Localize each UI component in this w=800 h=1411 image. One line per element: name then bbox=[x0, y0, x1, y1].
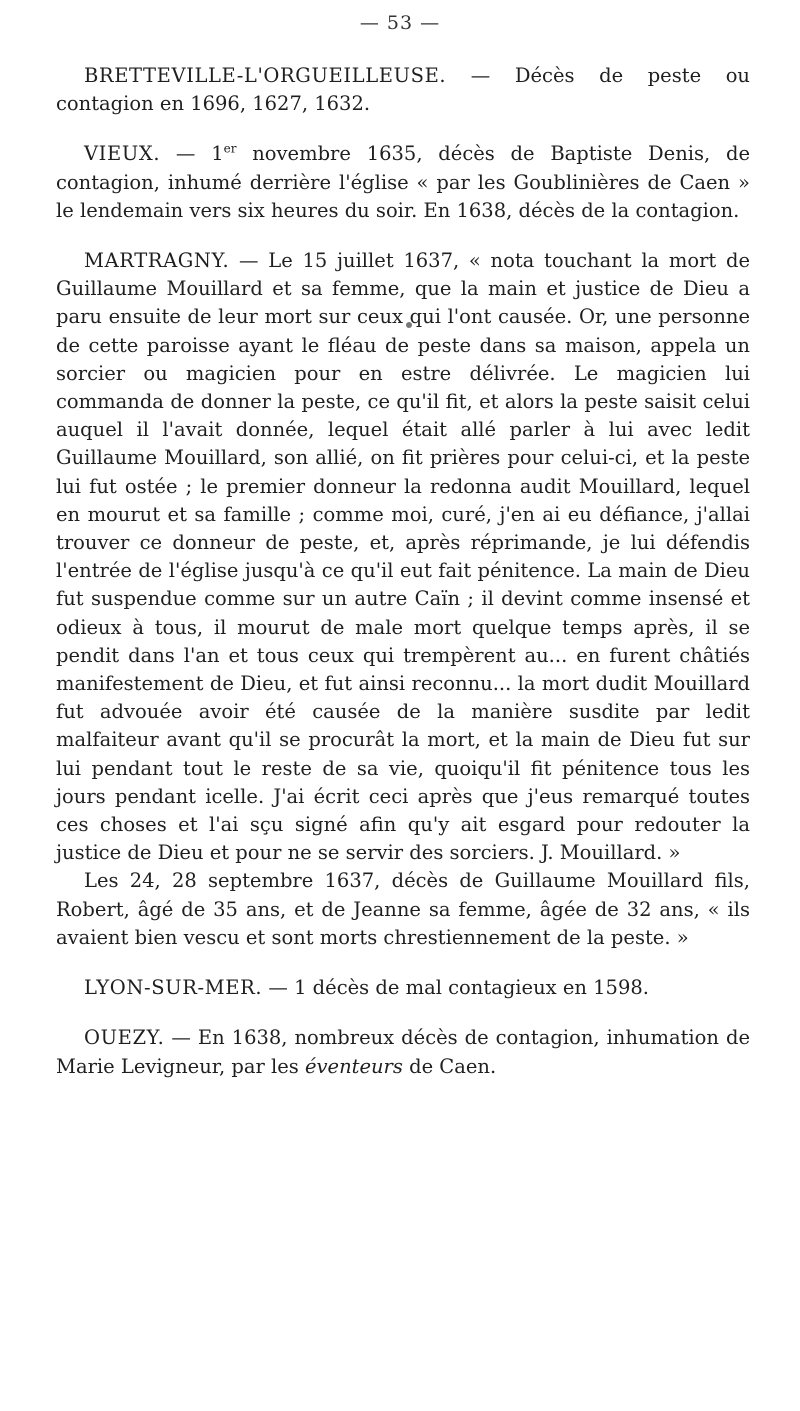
place-name: BRETTEVILLE-L'ORGUEILLEUSE. bbox=[84, 64, 447, 87]
page-number: — 53 — bbox=[359, 12, 441, 34]
entry-text: — En 1638, nombreux décès de contagion, inhumation de Marie Levigneur, par les bbox=[56, 1026, 750, 1078]
entry-text: novembre 1635, décès de Baptiste Denis, de contagion, inhumé derrière l'église « par les Goublinières de Caen » le lendemain vers six heures du soir. En 1638, décès de la contagion. bbox=[56, 142, 750, 222]
entry-martragny-continuation: Les 24, 28 septembre 1637, décès de Guillaume Mouillard fils, Robert, âgé de 35 ans, et de Jeanne sa femme, âgée de 32 ans, « ils avaient bien vescu et sont morts chrestiennement de la peste. » bbox=[56, 869, 750, 949]
italic-term: éventeurs bbox=[304, 1054, 403, 1078]
entry-martragny bbox=[56, 247, 750, 867]
entry-ouezy bbox=[56, 1024, 750, 1080]
entry-text: — 1 décès de mal contagieux en 1598. bbox=[262, 976, 649, 1000]
place-name: LYON-SUR-MER. bbox=[84, 976, 263, 1000]
place-name: MARTRAGNY. bbox=[84, 249, 230, 273]
place-name: OUEZY. bbox=[84, 1026, 165, 1050]
body-text bbox=[56, 62, 750, 1103]
entry-text: — Décès de peste ou contagion en 1696, 1627, 1632. bbox=[56, 64, 750, 116]
superscript: er bbox=[223, 141, 237, 156]
entry-vieux bbox=[56, 140, 750, 225]
entry-text-prefix: — 1 bbox=[160, 142, 224, 166]
entry-bretteville bbox=[56, 62, 750, 118]
place-name: VIEUX. bbox=[84, 142, 161, 166]
entry-lyon-sur-mer bbox=[56, 974, 750, 1002]
entry-text: — Le 15 juillet 1637, « nota touchant la mort de Guillaume Mouillard et sa femme, que la main et justice de Dieu a paru ensuite de leur mort sur ceux qui l'ont causée. Or, une personne de cette paroisse ayant le fléau de peste dans sa maison, appela un sorcier ou magicien pour en estre délivrée. Le magicien lui commanda de donner la peste, ce qu'il fit, et alors la peste saisit celui auquel il l'avait donnée, lequel était allé parler à lui avec ledit Guillaume Mouillard, son allié, on fit prières pour celui-ci, et la peste lui fut ostée ; le premier donneur la redonna audit Mouillard, lequel en mourut et sa famille ; comme moi, curé, j'en ai eu défiance, j'allai trouver ce donneur de peste, et, après réprimande, je lui défendis l'entrée de l'église jusqu'à ce qu'il eut fait pénitence. La main de Dieu fut suspendue comme sur un autre Caïn ; il devint comme insensé et odieux à tous, il mourut de male mort quelque temps après, il se pendit dans l'an et tous ceux qui trempèrent au... en furent châtiés manifestement de Dieu, et fut ainsi reconnu... la mort dudit Mouillard fut advouée avoir été causée de la manière susdite par ledit malfaiteur avant qu'il se procurât la mort, et la main de Dieu fut sur lui pendant tout le reste de sa vie, quoiqu'il fit pénitence tous les jours pendant icelle. J'ai écrit ceci après que j'eus remarqué toutes ces choses et l'ai sçu signé afin qu'y ait esgard pour redouter la justice de Dieu et pour ne se servir des sorciers. J. Mouillard. » bbox=[56, 249, 750, 865]
entry-text-tail: de Caen. bbox=[402, 1054, 497, 1078]
